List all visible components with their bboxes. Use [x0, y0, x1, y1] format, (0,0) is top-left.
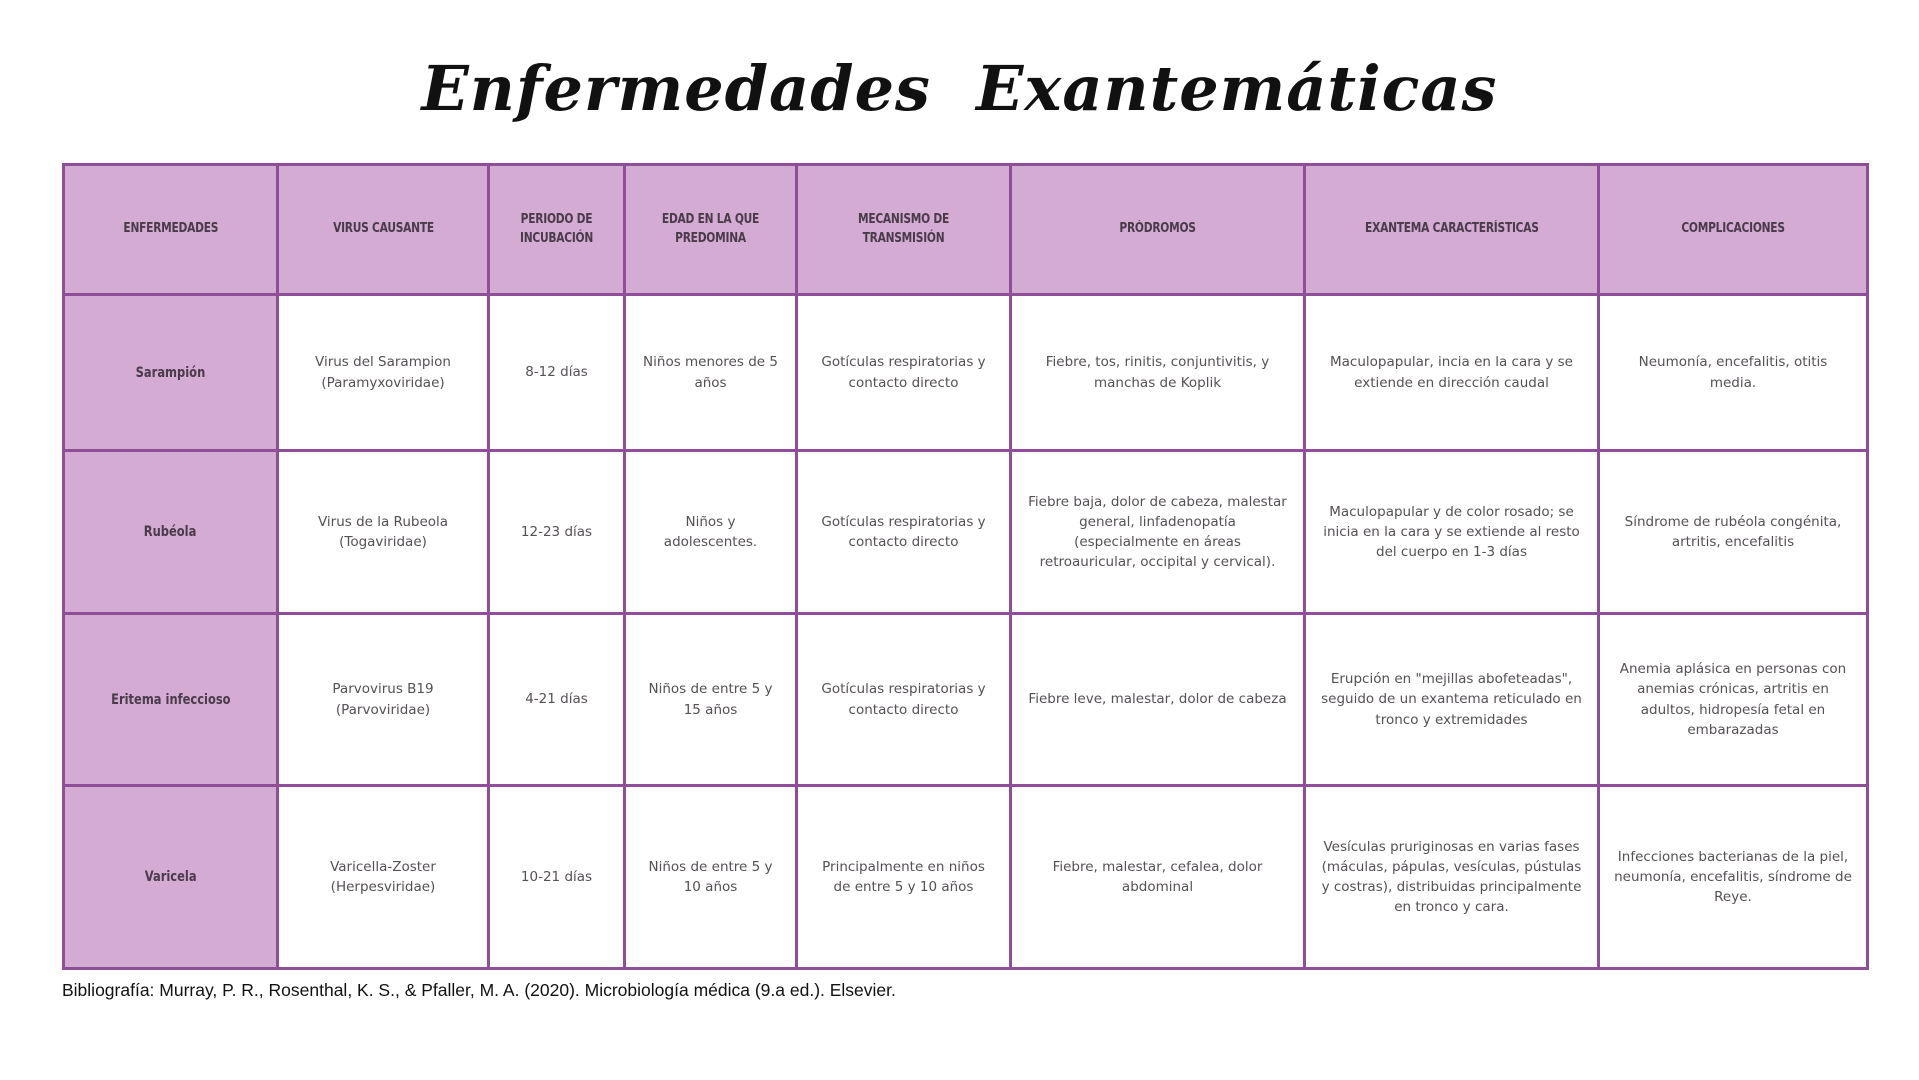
cell-prodromes: Fiebre leve, malestar, dolor de cabeza [1011, 614, 1305, 786]
cell-transmission: Principalmente en niños de entre 5 y 10 años [797, 786, 1011, 969]
cell-virus: Varicella-Zoster (Herpesviridae) [278, 786, 489, 969]
header-cell-rash: EXANTEMA CARACTERÍSTICAS [1305, 165, 1599, 295]
row-header-disease: Varicela [64, 786, 278, 969]
cell-rash: Maculopapular, incia en la cara y se extiende en dirección caudal [1305, 295, 1599, 451]
cell-complications: Infecciones bacterianas de la piel, neumonía, encefalitis, síndrome de Reye. [1599, 786, 1868, 969]
table-row [64, 451, 1868, 614]
row-header-disease: Sarampión [64, 295, 278, 451]
cell-rash: Maculopapular y de color rosado; se inicia en la cara y se extiende al resto del cuerpo en 1-3 días [1305, 451, 1599, 614]
cell-age: Niños y adolescentes. [625, 451, 797, 614]
cell-complications: Neumonía, encefalitis, otitis media. [1599, 295, 1868, 451]
cell-transmission: Gotículas respiratorias y contacto directo [797, 295, 1011, 451]
cell-age: Niños de entre 5 y 10 años [625, 786, 797, 969]
diseases-table [62, 163, 1869, 970]
header-cell-age: EDAD EN LA QUE PREDOMINA [625, 165, 797, 295]
cell-virus: Virus del Sarampion (Paramyxoviridae) [278, 295, 489, 451]
cell-incubation: 8-12 días [489, 295, 625, 451]
cell-age: Niños menores de 5 años [625, 295, 797, 451]
page-title: Enfermedades Exantemáticas [421, 52, 1498, 125]
cell-prodromes: Fiebre, malestar, cefalea, dolor abdominal [1011, 786, 1305, 969]
cell-incubation: 10-21 días [489, 786, 625, 969]
table-row [64, 614, 1868, 786]
header-cell-complications: COMPLICACIONES [1599, 165, 1868, 295]
cell-age: Niños de entre 5 y 15 años [625, 614, 797, 786]
row-header-disease: Rubéola [64, 451, 278, 614]
cell-prodromes: Fiebre baja, dolor de cabeza, malestar general, linfadenopatía (especialmente en áreas retroauricular, occipital y cervical). [1011, 451, 1305, 614]
table-row [64, 295, 1868, 451]
bibliography: Bibliografía: Murray, P. R., Rosenthal, K. S., & Pfaller, M. A. (2020). Microbiología médica (9.a ed.). Elsevier. [62, 980, 896, 1000]
cell-transmission: Gotículas respiratorias y contacto directo [797, 614, 1011, 786]
cell-virus: Parvovirus B19 (Parvoviridae) [278, 614, 489, 786]
cell-transmission: Gotículas respiratorias y contacto directo [797, 451, 1011, 614]
header-cell-virus: VIRUS CAUSANTE [278, 165, 489, 295]
cell-virus: Virus de la Rubeola (Togaviridae) [278, 451, 489, 614]
cell-incubation: 4-21 días [489, 614, 625, 786]
cell-complications: Anemia aplásica en personas con anemias crónicas, artritis en adultos, hidropesía fetal en embarazadas [1599, 614, 1868, 786]
table-row [64, 786, 1868, 969]
header-row [64, 165, 1868, 295]
header-cell-diseases: ENFERMEDADES [64, 165, 278, 295]
header-cell-prodromes: PRÓDROMOS [1011, 165, 1305, 295]
cell-incubation: 12-23 días [489, 451, 625, 614]
cell-rash: Erupción en "mejillas abofeteadas", seguido de un exantema reticulado en tronco y extremidades [1305, 614, 1599, 786]
header-cell-transmission: MECANISMO DE TRANSMISIÓN [797, 165, 1011, 295]
header-cell-incubation: PERIODO DE INCUBACIÓN [489, 165, 625, 295]
cell-prodromes: Fiebre, tos, rinitis, conjuntivitis, y manchas de Koplik [1011, 295, 1305, 451]
cell-rash: Vesículas pruriginosas en varias fases (máculas, pápulas, vesículas, pústulas y costras), distribuidas principalmente en tronco y cara. [1305, 786, 1599, 969]
row-header-disease: Eritema infeccioso [64, 614, 278, 786]
cell-complications: Síndrome de rubéola congénita, artritis, encefalitis [1599, 451, 1868, 614]
